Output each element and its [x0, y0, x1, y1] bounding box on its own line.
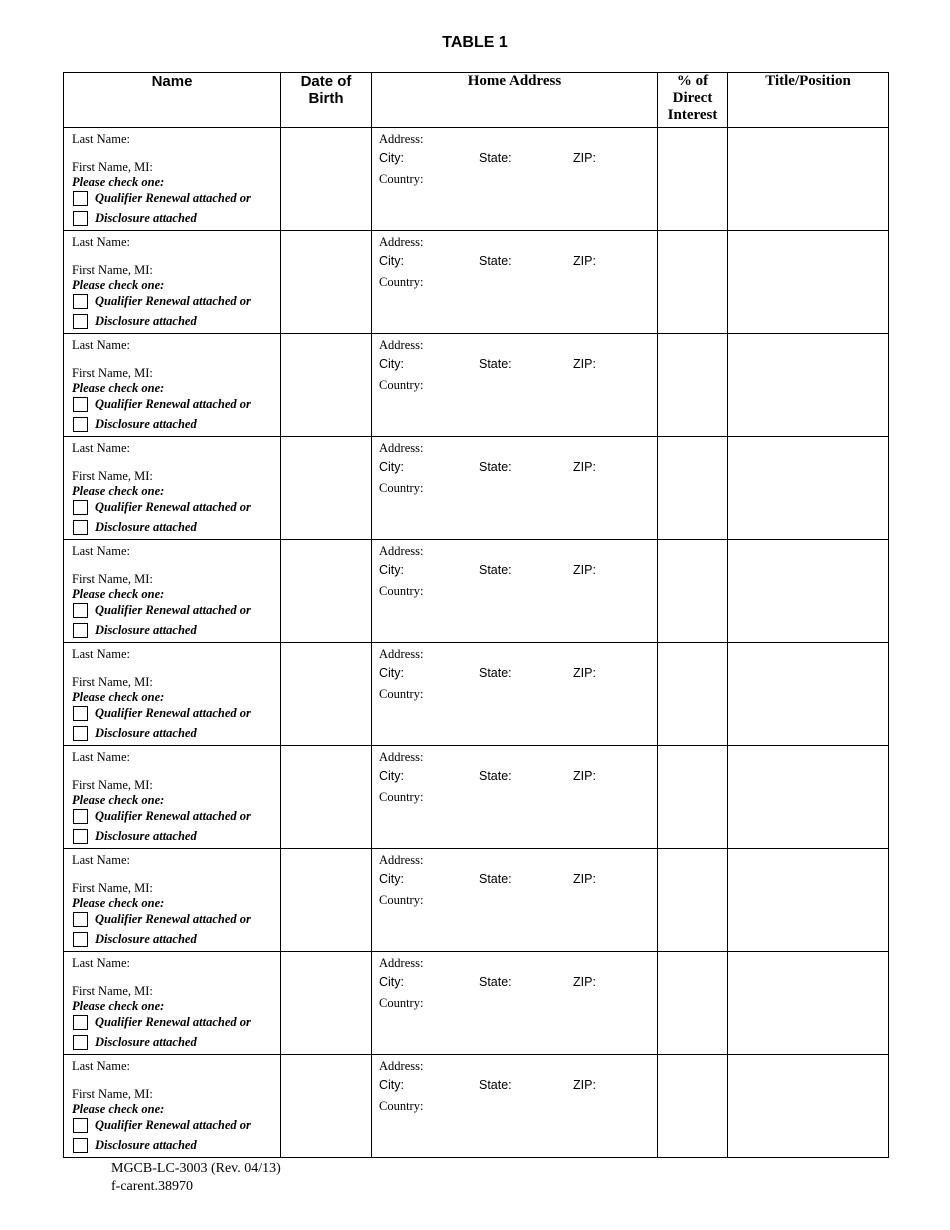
header-pct-line1: % of	[676, 73, 709, 89]
form-footer	[111, 1160, 281, 1196]
header-pct-line2: Direct	[672, 90, 713, 106]
title-position-cell[interactable]	[728, 437, 889, 540]
name-cell[interactable]	[64, 231, 281, 334]
please-check-label: Please check one:	[72, 793, 165, 807]
percent-interest-cell[interactable]	[658, 849, 728, 952]
state-label: State:	[479, 460, 512, 474]
file-code: f-carent.38970	[111, 1179, 194, 1194]
disclosure-option[interactable]	[73, 726, 197, 741]
ownership-table	[63, 72, 889, 1158]
home-address-cell[interactable]	[372, 952, 658, 1055]
first-name-label: First Name, MI:	[72, 984, 153, 998]
please-check-label: Please check one:	[72, 999, 165, 1013]
table-row	[64, 540, 889, 643]
city-label: City:	[379, 666, 404, 680]
name-cell[interactable]	[64, 540, 281, 643]
percent-interest-cell[interactable]	[658, 231, 728, 334]
state-label: State:	[479, 666, 512, 680]
please-check-label: Please check one:	[72, 1102, 165, 1116]
title-position-cell[interactable]	[728, 231, 889, 334]
percent-interest-cell[interactable]	[658, 128, 728, 231]
first-name-label: First Name, MI:	[72, 160, 153, 174]
qualifier-renewal-label: Qualifier Renewal attached or	[95, 809, 251, 823]
home-address-cell[interactable]	[372, 643, 658, 746]
city-label: City:	[379, 769, 404, 783]
title-position-cell[interactable]	[728, 540, 889, 643]
state-label: State:	[479, 769, 512, 783]
header-name: Name	[64, 73, 281, 128]
city-label: City:	[379, 975, 404, 989]
table-row	[64, 437, 889, 540]
qualifier-renewal-option[interactable]	[73, 294, 251, 309]
address-label: Address:	[379, 338, 424, 352]
city-label: City:	[379, 460, 404, 474]
zip-label: ZIP:	[573, 254, 596, 268]
header-row	[64, 73, 889, 128]
disclosure-option[interactable]	[73, 314, 197, 329]
name-cell[interactable]	[64, 952, 281, 1055]
address-label: Address:	[379, 132, 424, 146]
disclosure-option[interactable]	[73, 829, 197, 844]
date-of-birth-cell[interactable]	[281, 231, 372, 334]
disclosure-checkbox[interactable]	[73, 1138, 88, 1153]
last-name-label: Last Name:	[72, 750, 130, 764]
disclosure-label: Disclosure attached	[95, 623, 197, 637]
last-name-label: Last Name:	[72, 338, 130, 352]
name-cell[interactable]	[64, 334, 281, 437]
title-position-cell[interactable]	[728, 128, 889, 231]
state-label: State:	[479, 151, 512, 165]
country-label: Country:	[379, 584, 424, 598]
first-name-label: First Name, MI:	[72, 778, 153, 792]
zip-label: ZIP:	[573, 357, 596, 371]
first-name-label: First Name, MI:	[72, 881, 153, 895]
state-label: State:	[479, 975, 512, 989]
city-label: City:	[379, 254, 404, 268]
header-title-position: Title/Position	[728, 73, 889, 128]
name-cell[interactable]	[64, 1055, 281, 1158]
percent-interest-cell[interactable]	[658, 1055, 728, 1158]
please-check-label: Please check one:	[72, 381, 165, 395]
address-label: Address:	[379, 647, 424, 661]
last-name-label: Last Name:	[72, 441, 130, 455]
disclosure-label: Disclosure attached	[95, 1138, 197, 1152]
table-row	[64, 1055, 889, 1158]
date-of-birth-cell[interactable]	[281, 128, 372, 231]
disclosure-label: Disclosure attached	[95, 829, 197, 843]
state-label: State:	[479, 563, 512, 577]
disclosure-option[interactable]	[73, 520, 197, 535]
zip-label: ZIP:	[573, 872, 596, 886]
home-address-cell[interactable]	[372, 128, 658, 231]
qualifier-renewal-checkbox[interactable]	[73, 191, 88, 206]
country-label: Country:	[379, 481, 424, 495]
zip-label: ZIP:	[573, 975, 596, 989]
percent-interest-cell[interactable]	[658, 746, 728, 849]
zip-label: ZIP:	[573, 1078, 596, 1092]
disclosure-option[interactable]	[73, 932, 197, 947]
disclosure-checkbox[interactable]	[73, 726, 88, 741]
please-check-label: Please check one:	[72, 690, 165, 704]
last-name-label: Last Name:	[72, 132, 130, 146]
country-label: Country:	[379, 275, 424, 289]
last-name-label: Last Name:	[72, 853, 130, 867]
home-address-cell[interactable]	[372, 1055, 658, 1158]
disclosure-label: Disclosure attached	[95, 314, 197, 328]
disclosure-option[interactable]	[73, 623, 197, 638]
city-label: City:	[379, 872, 404, 886]
qualifier-renewal-checkbox[interactable]	[73, 500, 88, 515]
title-position-cell[interactable]	[728, 849, 889, 952]
country-label: Country:	[379, 378, 424, 392]
country-label: Country:	[379, 172, 424, 186]
table-row	[64, 128, 889, 231]
last-name-label: Last Name:	[72, 1059, 130, 1073]
title-position-cell[interactable]	[728, 746, 889, 849]
qualifier-renewal-label: Qualifier Renewal attached or	[95, 1118, 251, 1132]
address-label: Address:	[379, 441, 424, 455]
state-label: State:	[479, 872, 512, 886]
qualifier-renewal-checkbox[interactable]	[73, 397, 88, 412]
please-check-label: Please check one:	[72, 587, 165, 601]
header-date-of-birth	[281, 73, 372, 128]
home-address-cell[interactable]	[372, 231, 658, 334]
qualifier-renewal-checkbox[interactable]	[73, 294, 88, 309]
disclosure-label: Disclosure attached	[95, 417, 197, 431]
first-name-label: First Name, MI:	[72, 675, 153, 689]
state-label: State:	[479, 254, 512, 268]
disclosure-option[interactable]	[73, 1035, 197, 1050]
address-label: Address:	[379, 853, 424, 867]
disclosure-option[interactable]	[73, 211, 197, 226]
city-label: City:	[379, 1078, 404, 1092]
country-label: Country:	[379, 1099, 424, 1113]
title-position-cell[interactable]	[728, 952, 889, 1055]
disclosure-option[interactable]	[73, 1138, 197, 1153]
zip-label: ZIP:	[573, 769, 596, 783]
date-of-birth-cell[interactable]	[281, 540, 372, 643]
last-name-label: Last Name:	[72, 956, 130, 970]
home-address-cell[interactable]	[372, 746, 658, 849]
home-address-cell[interactable]	[372, 437, 658, 540]
home-address-cell[interactable]	[372, 334, 658, 437]
percent-interest-cell[interactable]	[658, 334, 728, 437]
last-name-label: Last Name:	[72, 235, 130, 249]
date-of-birth-cell[interactable]	[281, 746, 372, 849]
state-label: State:	[479, 357, 512, 371]
qualifier-renewal-option[interactable]	[73, 191, 251, 206]
disclosure-checkbox[interactable]	[73, 623, 88, 638]
qualifier-renewal-option[interactable]	[73, 912, 251, 927]
disclosure-checkbox[interactable]	[73, 417, 88, 432]
address-label: Address:	[379, 544, 424, 558]
qualifier-renewal-label: Qualifier Renewal attached or	[95, 603, 251, 617]
last-name-label: Last Name:	[72, 544, 130, 558]
zip-label: ZIP:	[573, 666, 596, 680]
percent-interest-cell[interactable]	[658, 952, 728, 1055]
qualifier-renewal-label: Qualifier Renewal attached or	[95, 191, 251, 205]
date-of-birth-cell[interactable]	[281, 849, 372, 952]
date-of-birth-cell[interactable]	[281, 643, 372, 746]
table-row	[64, 231, 889, 334]
header-percent-interest	[658, 73, 728, 128]
please-check-label: Please check one:	[72, 896, 165, 910]
title-position-cell[interactable]	[728, 334, 889, 437]
qualifier-renewal-label: Qualifier Renewal attached or	[95, 397, 251, 411]
last-name-label: Last Name:	[72, 647, 130, 661]
qualifier-renewal-option[interactable]	[73, 809, 251, 824]
qualifier-renewal-option[interactable]	[73, 500, 251, 515]
title-position-cell[interactable]	[728, 1055, 889, 1158]
state-label: State:	[479, 1078, 512, 1092]
header-pct-line3: Interest	[667, 107, 718, 123]
disclosure-checkbox[interactable]	[73, 211, 88, 226]
disclosure-label: Disclosure attached	[95, 726, 197, 740]
city-label: City:	[379, 563, 404, 577]
table-row	[64, 643, 889, 746]
qualifier-renewal-option[interactable]	[73, 706, 251, 721]
disclosure-label: Disclosure attached	[95, 520, 197, 534]
city-label: City:	[379, 151, 404, 165]
disclosure-option[interactable]	[73, 417, 197, 432]
qualifier-renewal-checkbox[interactable]	[73, 809, 88, 824]
first-name-label: First Name, MI:	[72, 366, 153, 380]
name-cell[interactable]	[64, 746, 281, 849]
qualifier-renewal-checkbox[interactable]	[73, 603, 88, 618]
qualifier-renewal-label: Qualifier Renewal attached or	[95, 912, 251, 926]
zip-label: ZIP:	[573, 563, 596, 577]
header-home-address: Home Address	[372, 73, 658, 128]
name-cell[interactable]	[64, 437, 281, 540]
qualifier-renewal-checkbox[interactable]	[73, 706, 88, 721]
name-cell[interactable]	[64, 849, 281, 952]
form-number: MGCB-LC-3003 (Rev. 04/13)	[111, 1161, 281, 1176]
date-of-birth-cell[interactable]	[281, 334, 372, 437]
qualifier-renewal-label: Qualifier Renewal attached or	[95, 294, 251, 308]
header-dob-line2: Birth	[308, 90, 344, 107]
name-cell[interactable]	[64, 643, 281, 746]
disclosure-checkbox[interactable]	[73, 829, 88, 844]
table-title: TABLE 1	[442, 34, 508, 51]
disclosure-checkbox[interactable]	[73, 932, 88, 947]
please-check-label: Please check one:	[72, 175, 165, 189]
disclosure-checkbox[interactable]	[73, 1035, 88, 1050]
first-name-label: First Name, MI:	[72, 572, 153, 586]
country-label: Country:	[379, 687, 424, 701]
qualifier-renewal-option[interactable]	[73, 1118, 251, 1133]
disclosure-checkbox[interactable]	[73, 520, 88, 535]
header-dob-line1: Date of	[300, 73, 352, 90]
disclosure-label: Disclosure attached	[95, 211, 197, 225]
date-of-birth-cell[interactable]	[281, 437, 372, 540]
first-name-label: First Name, MI:	[72, 1087, 153, 1101]
disclosure-label: Disclosure attached	[95, 1035, 197, 1049]
zip-label: ZIP:	[573, 460, 596, 474]
first-name-label: First Name, MI:	[72, 469, 153, 483]
percent-interest-cell[interactable]	[658, 437, 728, 540]
table-row	[64, 849, 889, 952]
home-address-cell[interactable]	[372, 849, 658, 952]
disclosure-label: Disclosure attached	[95, 932, 197, 946]
country-label: Country:	[379, 893, 424, 907]
date-of-birth-cell[interactable]	[281, 952, 372, 1055]
qualifier-renewal-label: Qualifier Renewal attached or	[95, 500, 251, 514]
city-label: City:	[379, 357, 404, 371]
disclosure-checkbox[interactable]	[73, 314, 88, 329]
qualifier-renewal-option[interactable]	[73, 1015, 251, 1030]
address-label: Address:	[379, 1059, 424, 1073]
address-label: Address:	[379, 235, 424, 249]
address-label: Address:	[379, 750, 424, 764]
qualifier-renewal-checkbox[interactable]	[73, 1015, 88, 1030]
qualifier-renewal-checkbox[interactable]	[73, 1118, 88, 1133]
date-of-birth-cell[interactable]	[281, 1055, 372, 1158]
title-position-cell[interactable]	[728, 643, 889, 746]
qualifier-renewal-label: Qualifier Renewal attached or	[95, 706, 251, 720]
qualifier-renewal-label: Qualifier Renewal attached or	[95, 1015, 251, 1029]
please-check-label: Please check one:	[72, 484, 165, 498]
country-label: Country:	[379, 996, 424, 1010]
table-row	[64, 334, 889, 437]
first-name-label: First Name, MI:	[72, 263, 153, 277]
address-label: Address:	[379, 956, 424, 970]
zip-label: ZIP:	[573, 151, 596, 165]
percent-interest-cell[interactable]	[658, 540, 728, 643]
qualifier-renewal-option[interactable]	[73, 397, 251, 412]
home-address-cell[interactable]	[372, 540, 658, 643]
qualifier-renewal-checkbox[interactable]	[73, 912, 88, 927]
qualifier-renewal-option[interactable]	[73, 603, 251, 618]
name-cell[interactable]	[64, 128, 281, 231]
percent-interest-cell[interactable]	[658, 643, 728, 746]
table-row	[64, 746, 889, 849]
table-row	[64, 952, 889, 1055]
please-check-label: Please check one:	[72, 278, 165, 292]
country-label: Country:	[379, 790, 424, 804]
